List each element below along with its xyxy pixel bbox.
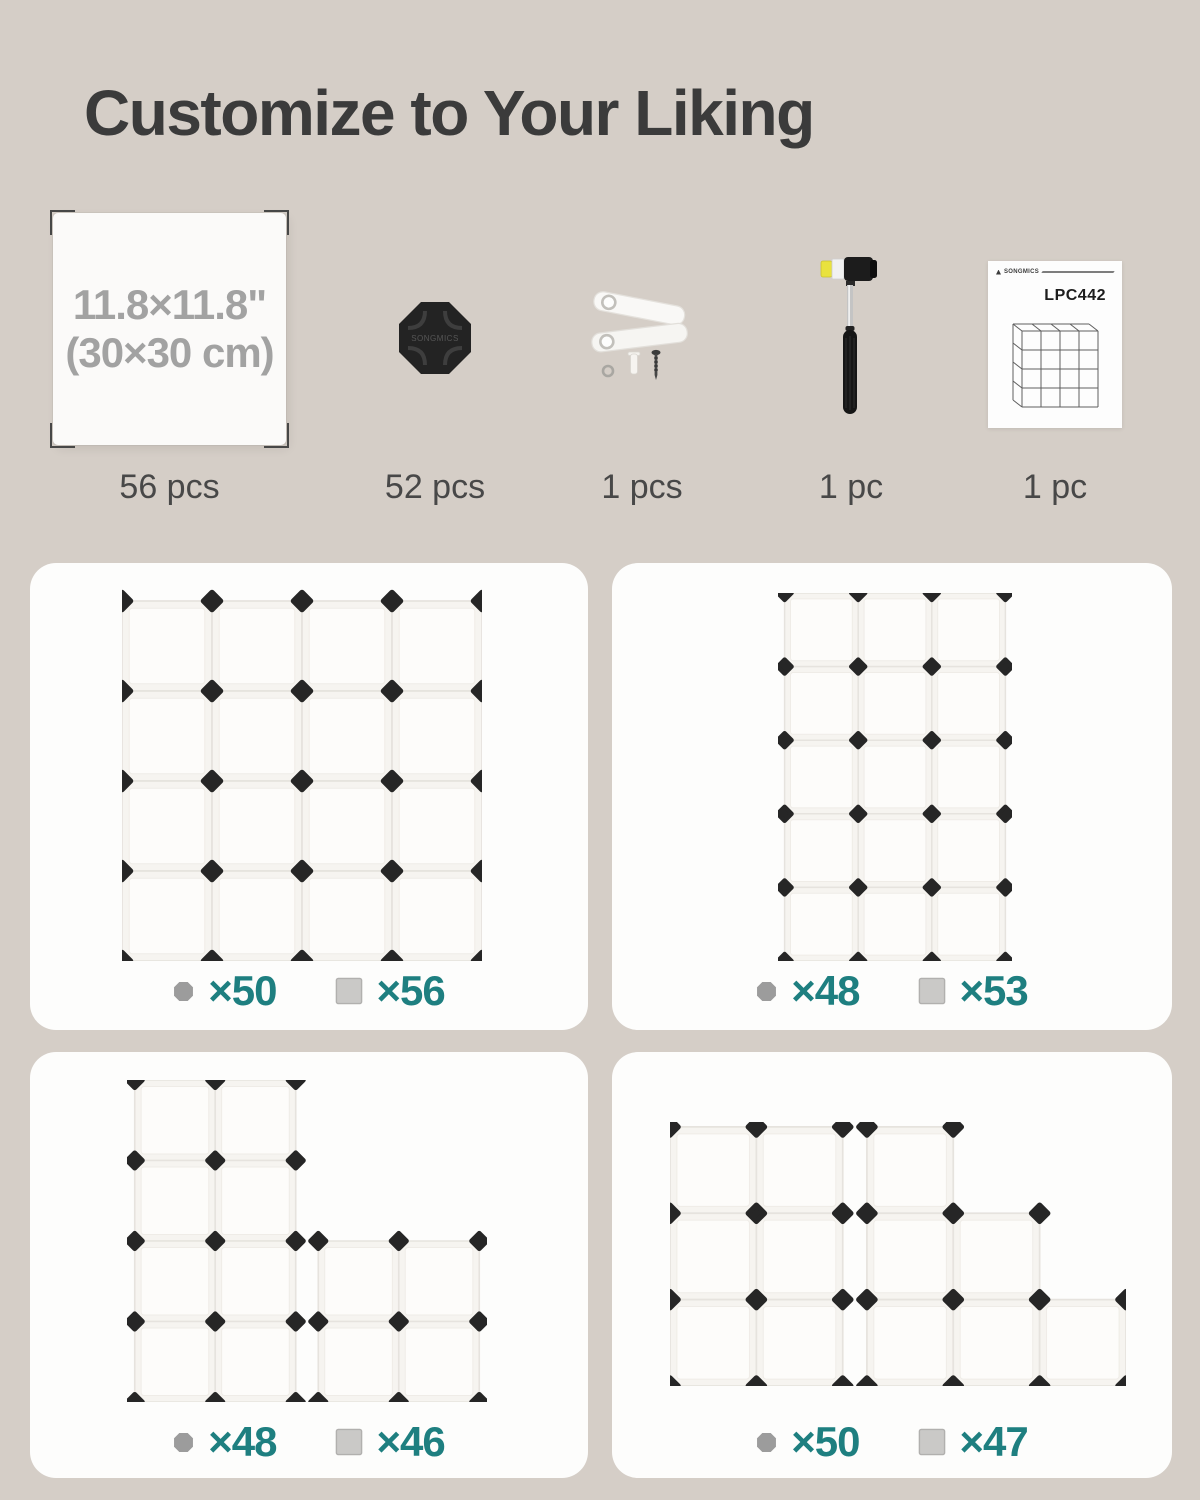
panel-count: ×46	[335, 1418, 445, 1466]
manual-model-number: LPC442	[1044, 287, 1106, 304]
manual-grid-drawing	[988, 261, 1122, 428]
connector-count: ×48	[756, 967, 859, 1015]
panel-icon	[918, 977, 946, 1005]
panel-count: ×56	[335, 967, 445, 1015]
shelf-render-tower-cube	[127, 1080, 487, 1402]
strap	[592, 290, 686, 326]
shelf-render-4x4	[122, 589, 482, 961]
shelf-render-3x5	[778, 593, 1012, 961]
connector-icon	[756, 981, 777, 1002]
page-title: Customize to Your Liking	[84, 77, 814, 149]
connector-count: ×50	[173, 967, 276, 1015]
panel-count: ×53	[918, 967, 1028, 1015]
config-legend	[30, 968, 588, 1014]
connector-icon	[756, 1432, 777, 1453]
config-legend	[612, 1419, 1172, 1465]
part-count-label: 1 pcs	[601, 468, 683, 506]
panel-count: ×47	[918, 1418, 1028, 1466]
washer	[603, 366, 613, 376]
connector-engraving: SONGMICS	[411, 334, 459, 343]
strap	[591, 322, 689, 353]
configuration-card	[612, 563, 1172, 1030]
panel-icon	[335, 977, 363, 1005]
part-count-label: 1 pc	[818, 468, 884, 506]
connector-part-image	[396, 299, 474, 377]
part-count-label: 1 pc	[1022, 468, 1088, 506]
connector-count: ×50	[756, 1418, 859, 1466]
panel-dimensions-label	[53, 213, 286, 445]
part-count-label: 56 pcs	[119, 468, 220, 506]
config-legend	[612, 968, 1172, 1014]
config-legend	[30, 1419, 588, 1465]
mallet-part-image	[819, 252, 881, 418]
panel-part-image	[53, 213, 286, 445]
configuration-card	[30, 563, 588, 1030]
anti-tip-kit-image	[586, 276, 698, 388]
wall-anchor	[628, 352, 640, 374]
manual-part-image	[988, 261, 1122, 428]
panel-icon	[335, 1428, 363, 1456]
connector-icon	[173, 981, 194, 1002]
panel-dimension-inches: 11.8×11.8"	[72, 280, 267, 328]
panel-dimension-cm: (30×30 cm)	[65, 329, 274, 376]
screw	[652, 350, 661, 380]
part-count-label: 52 pcs	[384, 468, 486, 506]
connector-count: ×48	[173, 1418, 276, 1466]
shelf-render-staircase	[670, 1122, 1126, 1386]
connector-icon	[173, 1432, 194, 1453]
panel-icon	[918, 1428, 946, 1456]
manual-brand: SONGMICS	[1004, 269, 1040, 275]
configuration-card	[30, 1052, 588, 1478]
configuration-card	[612, 1052, 1172, 1478]
